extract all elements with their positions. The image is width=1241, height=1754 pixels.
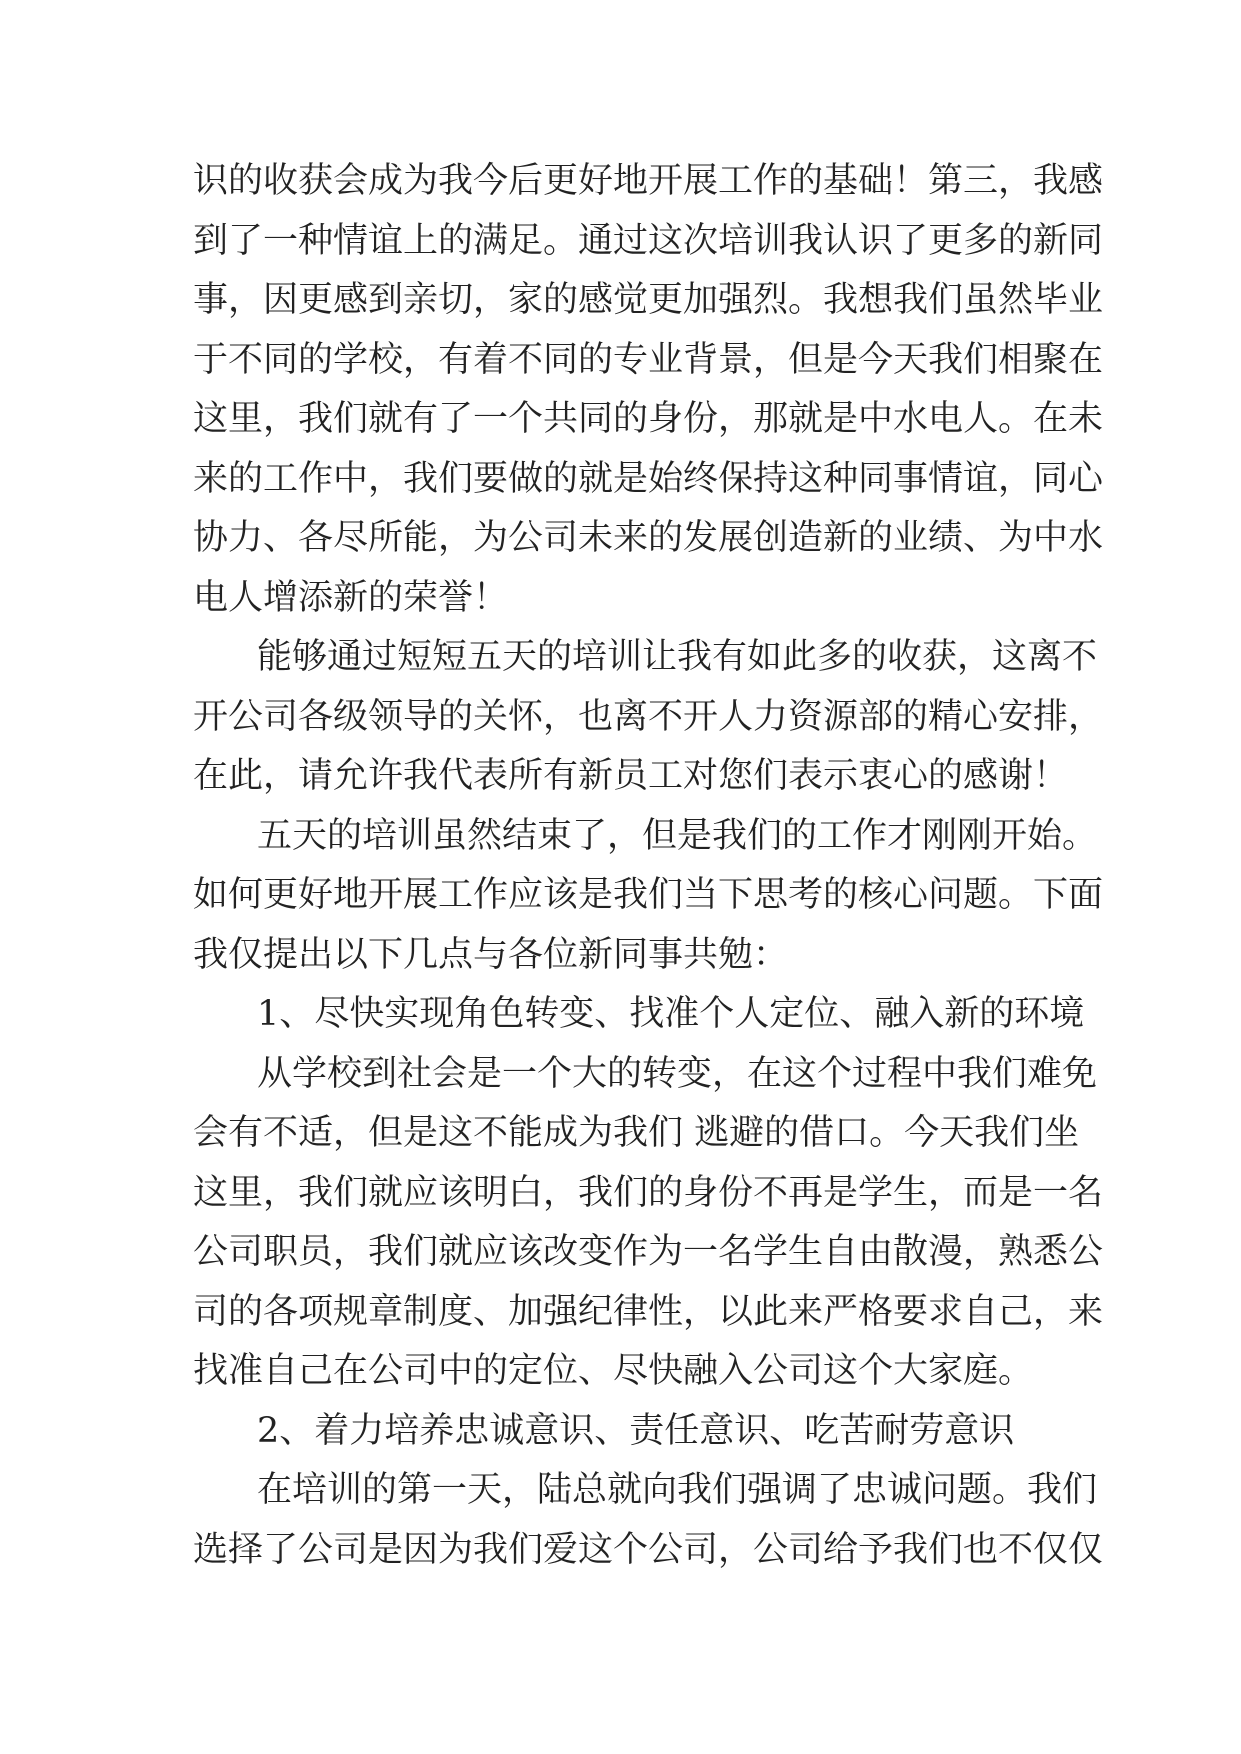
text-line: 到了一种情谊上的满足。通过这次培训我认识了更多的新同 — [193, 220, 1104, 261]
text-line: 我仅提出以下几点与各位新同事共勉： — [193, 934, 789, 975]
text-line: 在此，请允许我代表所有新员工对您们表示衷心的感谢！ — [193, 756, 1069, 796]
text-line: 1、尽快实现角色转变、找准个人定位、融入新的环境 — [257, 994, 1085, 1034]
text-line: 如何更好地开展工作应该是我们当下思考的核心问题。下面 — [193, 875, 1104, 915]
text-line: 事，因更感到亲切，家的感觉更加强烈。我想我们虽然毕业 — [193, 280, 1104, 320]
text-line: 协力、各尽所能，为公司未来的发展创造新的业绩、为中水 — [193, 518, 1104, 558]
text-line: 开公司各级领导的关怀，也离不开人力资源部的精心安排， — [193, 696, 1104, 737]
body-text — [193, 152, 1104, 1580]
text-line: 能够通过短短五天的培训让我有如此多的收获，这离不 — [257, 637, 1098, 677]
text-line: 来的工作中，我们要做的就是始终保持这种同事情谊，同心 — [193, 458, 1104, 499]
text-line: 公司职员，我们就应该改变作为一名学生自由散漫，熟悉公 — [193, 1232, 1104, 1272]
text-line: 会有不适，但是这不能成为我们 逃避的借口。今天我们坐 — [193, 1113, 1080, 1153]
text-line: 2、着力培养忠诚意识、责任意识、吃苦耐劳意识 — [257, 1410, 1015, 1451]
text-line: 司的各项规章制度、加强纪律性，以此来严格要求自己，来 — [193, 1291, 1104, 1332]
text-line: 在培训的第一天，陆总就向我们强调了忠诚问题。我们 — [257, 1470, 1098, 1510]
text-line: 这里，我们就应该明白，我们的身份不再是学生，而是一名 — [193, 1172, 1104, 1213]
text-line: 从学校到社会是一个大的转变，在这个过程中我们难免 — [257, 1053, 1098, 1094]
text-line: 电人增添新的荣誉！ — [193, 577, 509, 618]
text-line: 选择了公司是因为我们爱这个公司，公司给予我们也不仅仅 — [193, 1529, 1104, 1570]
text-line: 于不同的学校，有着不同的专业背景，但是今天我们相聚在 — [193, 339, 1104, 380]
text-line: 五天的培训虽然结束了，但是我们的工作才刚刚开始。 — [257, 815, 1098, 856]
text-line: 识的收获会成为我今后更好地开展工作的基础！第三，我感 — [193, 161, 1104, 201]
text-line: 这里，我们就有了一个共同的身份，那就是中水电人。在未 — [193, 399, 1104, 439]
text-line: 找准自己在公司中的定位、尽快融入公司这个大家庭。 — [193, 1351, 1034, 1391]
